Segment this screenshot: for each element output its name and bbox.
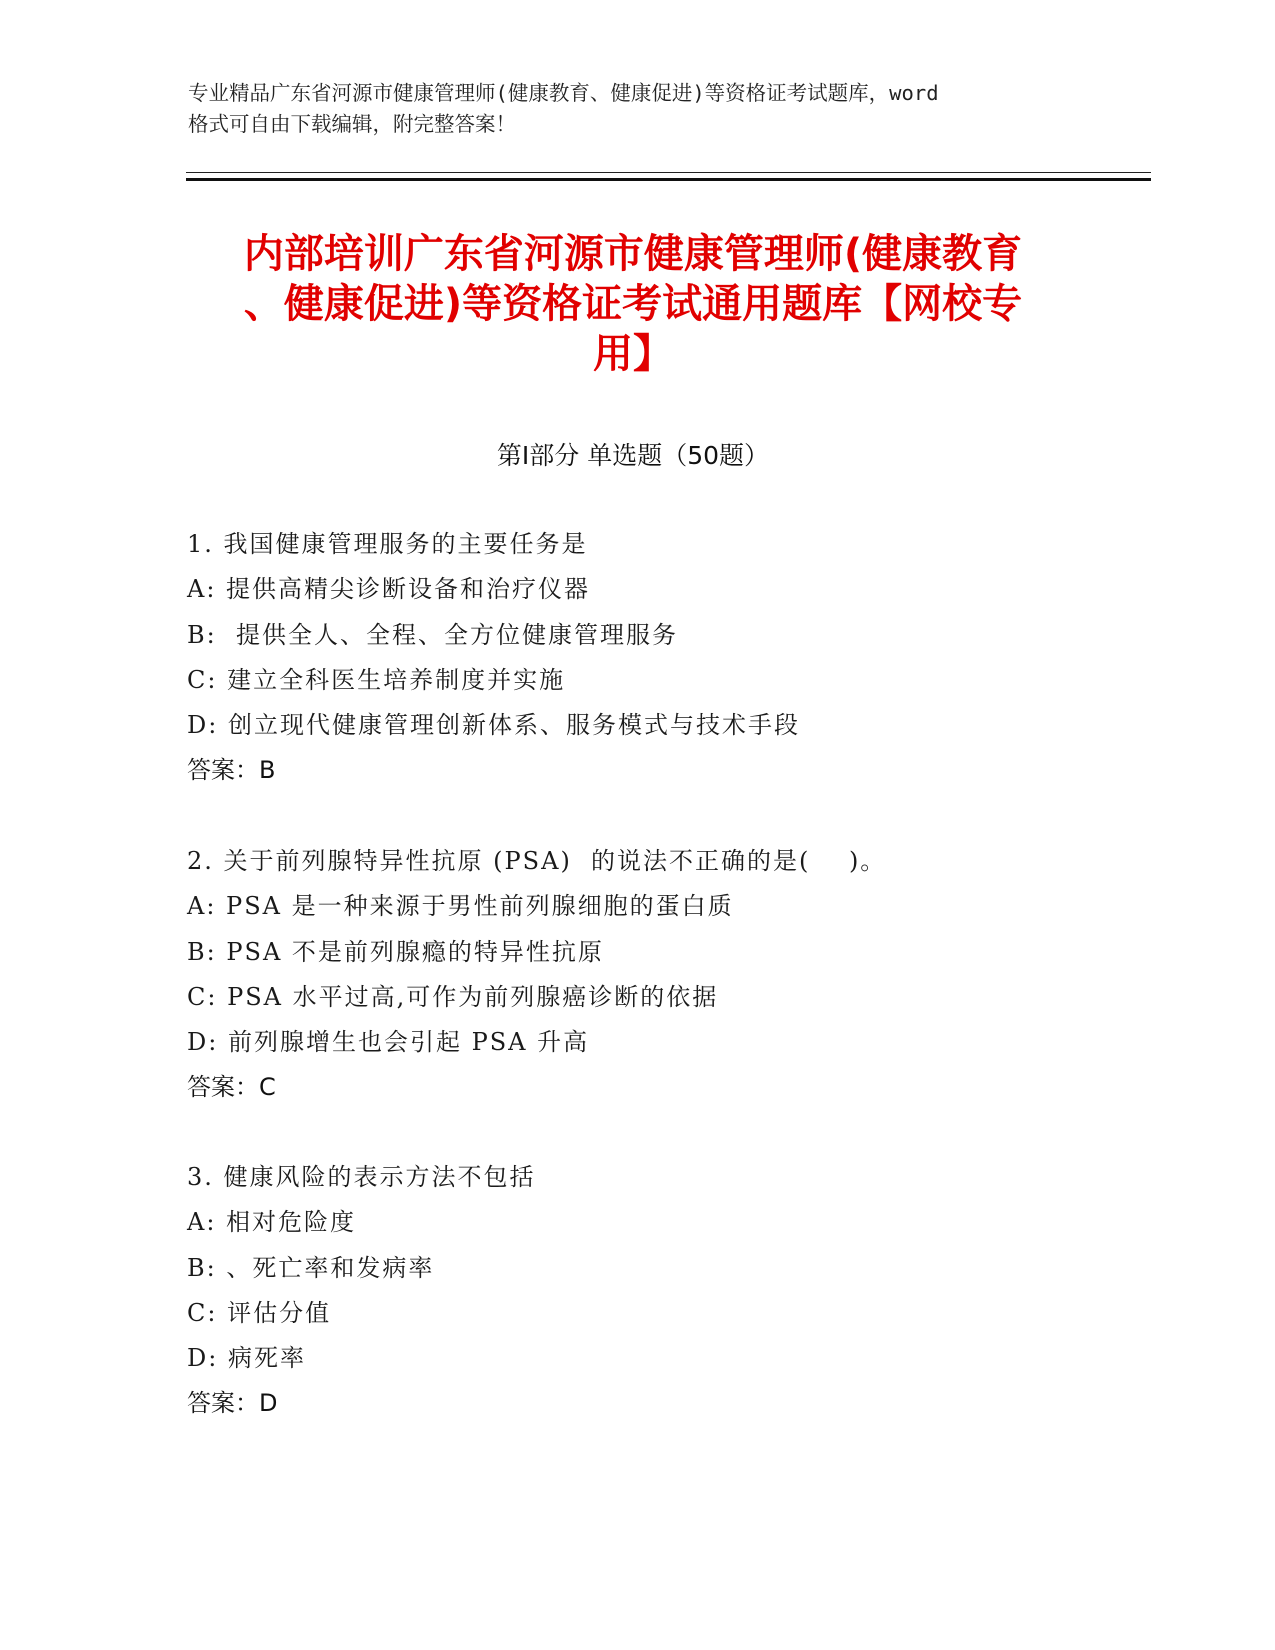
option-d: D: 创立现代健康管理创新体系、服务模式与技术手段 [187,711,800,740]
question-block [187,522,1147,794]
option-a: A: PSA 是一种来源于男性前列腺细胞的蛋白质 [187,892,734,921]
option-d: D: 病死率 [187,1344,306,1373]
question-stem: 2. 关于前列腺特异性抗原 (PSA) 的说法不正确的是( )。 [187,847,887,875]
option-a: A: 提供高精尖诊断设备和治疗仪器 [187,575,591,604]
document-title [188,229,1078,379]
option-a: A: 相对危险度 [187,1208,357,1237]
option-c: C: 评估分值 [187,1298,332,1327]
answer-label: 答案：C [187,1073,276,1102]
document-title-line-1: 内部培训广东省河源市健康管理师(健康教育 [243,231,1023,277]
option-b: B: 提供全人、全程、全方位健康管理服务 [187,620,678,649]
document-title-line-2: 、健康促进)等资格证考试通用题库【网校专 [243,281,1023,327]
option-d: D: 前列腺增生也会引起 PSA 升高 [187,1028,590,1057]
document-title-line-3: 用】 [593,331,673,377]
question-block [187,839,1147,1111]
option-b: B: 、死亡率和发病率 [187,1253,435,1282]
answer-label: 答案：D [187,1389,278,1418]
answer-label: 答案：B [187,756,276,785]
header-note-line-1: 专业精品广东省河源市健康管理师(健康教育、健康促进)等资格证考试题库，word [188,81,939,105]
option-b: B: PSA 不是前列腺瘾的特异性抗原 [187,937,604,966]
option-c: C: 建立全科医生培养制度并实施 [187,665,566,694]
header-divider-thick [186,178,1151,181]
question-block [187,1155,1147,1427]
header-note [188,78,1088,140]
header-divider-thin [186,172,1151,173]
section-title: 第Ⅰ部分 单选题（50题） [496,441,770,470]
header-note-line-2: 格式可自由下载编辑，附完整答案！ [188,112,516,136]
question-stem: 1. 我国健康管理服务的主要任务是 [187,530,588,558]
question-stem: 3. 健康风险的表示方法不包括 [187,1163,536,1191]
option-c: C: PSA 水平过高,可作为前列腺癌诊断的依据 [187,982,719,1011]
